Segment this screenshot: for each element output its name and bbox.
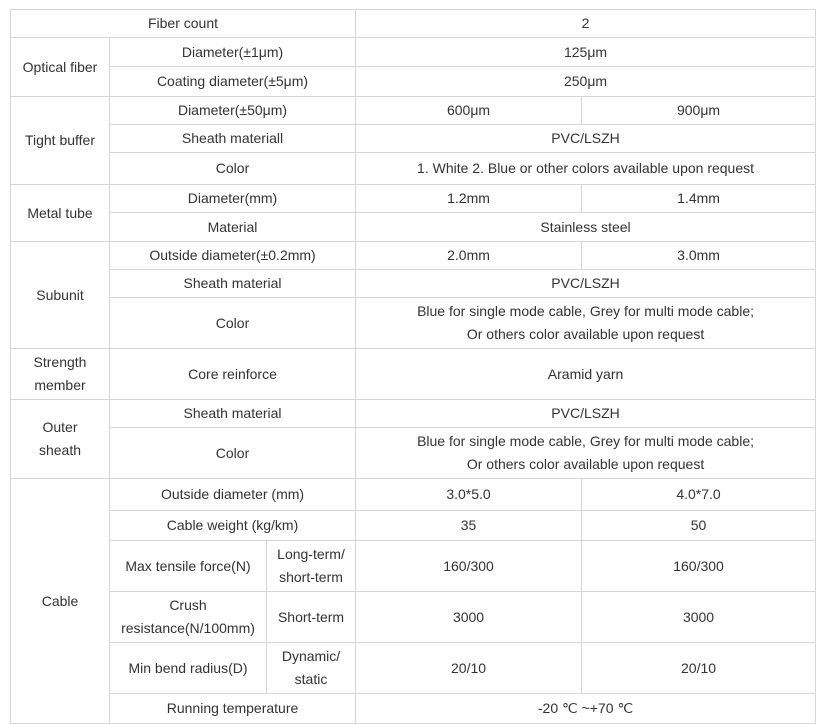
outer-sheath-line-2: sheath	[38, 442, 82, 458]
tight-buffer-sheath-label: Sheath materiall	[110, 125, 356, 153]
bend-radius-value-1: 20/10	[356, 643, 582, 694]
row-strength-member	[11, 349, 816, 400]
bend-radius-label: Min bend radius(D)	[110, 643, 267, 694]
tight-buffer-diameter-value-1: 600μm	[356, 97, 582, 125]
tight-buffer-color-label: Color	[110, 153, 356, 185]
row-subunit-color	[11, 298, 816, 349]
optical-fiber-coating-label: Coating diameter(±5μm)	[110, 67, 356, 97]
bend-radius-term	[267, 643, 356, 694]
row-outer-sheath-material	[11, 400, 816, 428]
row-tight-buffer-diameter	[11, 97, 816, 125]
crush-resistance-value-1: 3000	[356, 592, 582, 643]
subunit-sheath-value: PVC/LSZH	[356, 270, 816, 298]
optical-fiber-group-label: Optical fiber	[11, 38, 110, 97]
row-tight-buffer-color	[11, 153, 816, 185]
subunit-sheath-label: Sheath material	[110, 270, 356, 298]
optical-fiber-diameter-value: 125μm	[356, 38, 816, 67]
subunit-color-line-2: Or others color available upon request	[466, 326, 705, 342]
metal-tube-diameter-label: Diameter(mm)	[110, 185, 356, 213]
subunit-color-line-1: Blue for single mode cable, Grey for multi mode cable;	[417, 303, 754, 319]
tensile-force-value-1: 160/300	[356, 541, 582, 592]
crush-resistance-value-2: 3000	[582, 592, 816, 643]
tight-buffer-diameter-value-2: 900μm	[582, 97, 816, 125]
tensile-force-label: Max tensile force(N)	[110, 541, 267, 592]
row-cable-bend	[11, 643, 816, 694]
row-metal-tube-diameter	[11, 185, 816, 213]
row-subunit-diameter	[11, 242, 816, 270]
metal-tube-material-label: Material	[110, 213, 356, 242]
core-reinforce-value: Aramid yarn	[356, 349, 816, 400]
subunit-diameter-value-1: 2.0mm	[356, 242, 582, 270]
crush-resistance-term: Short-term	[267, 592, 356, 643]
row-metal-tube-material	[11, 213, 816, 242]
optical-fiber-coating-value: 250μm	[356, 67, 816, 97]
subunit-color-label: Color	[110, 298, 356, 349]
row-subunit-sheath	[11, 270, 816, 298]
outer-sheath-material-value: PVC/LSZH	[356, 400, 816, 428]
bend-term-line-1: Dynamic/	[281, 648, 341, 664]
subunit-group-label: Subunit	[11, 242, 110, 349]
metal-tube-diameter-value-2: 1.4mm	[582, 185, 816, 213]
crush-resistance-label	[110, 592, 267, 643]
row-cable-tensile	[11, 541, 816, 592]
outer-sheath-material-label: Sheath material	[110, 400, 356, 428]
tensile-force-value-2: 160/300	[582, 541, 816, 592]
bend-term-line-2: static	[294, 671, 328, 687]
optical-fiber-diameter-label: Diameter(±1μm)	[110, 38, 356, 67]
cable-outside-diameter-value-2: 4.0*7.0	[582, 479, 816, 511]
metal-tube-material-value: Stainless steel	[356, 213, 816, 242]
row-fiber-count	[11, 10, 816, 38]
subunit-diameter-value-2: 3.0mm	[582, 242, 816, 270]
tensile-term-line-2: short-term	[279, 569, 343, 585]
cable-weight-value-2: 50	[582, 511, 816, 541]
metal-tube-diameter-value-1: 1.2mm	[356, 185, 582, 213]
crush-label-line-1: Crush	[169, 597, 207, 613]
metal-tube-group-label: Metal tube	[11, 185, 110, 242]
tight-buffer-diameter-label: Diameter(±50μm)	[110, 97, 356, 125]
outer-sheath-line-1: Outer	[42, 419, 78, 435]
row-cable-outside-diameter	[11, 479, 816, 511]
strength-member-line-1: Strength	[33, 354, 87, 370]
bend-radius-value-2: 20/10	[582, 643, 816, 694]
cable-outside-diameter-label: Outside diameter (mm)	[110, 479, 356, 511]
strength-member-line-2: member	[34, 377, 86, 393]
subunit-color-value	[356, 298, 816, 349]
core-reinforce-label: Core reinforce	[110, 349, 356, 400]
row-cable-weight	[11, 511, 816, 541]
row-outer-sheath-color	[11, 428, 816, 479]
running-temperature-value: -20 ℃ ~+70 ℃	[356, 694, 816, 724]
outer-sheath-group-label	[11, 400, 110, 479]
tight-buffer-group-label: Tight buffer	[11, 97, 110, 185]
tensile-force-term	[267, 541, 356, 592]
tight-buffer-color-value: 1. White 2. Blue or other colors available upon request	[356, 153, 816, 185]
running-temperature-label: Running temperature	[110, 694, 356, 724]
outer-sheath-color-line-2: Or others color available upon request	[466, 456, 705, 472]
row-tight-buffer-sheath	[11, 125, 816, 153]
cable-weight-value-1: 35	[356, 511, 582, 541]
row-cable-crush	[11, 592, 816, 643]
cable-outside-diameter-value-1: 3.0*5.0	[356, 479, 582, 511]
cable-spec-table	[10, 9, 816, 724]
row-optical-fiber-diameter	[11, 38, 816, 67]
crush-label-line-2: resistance(N/100mm)	[121, 620, 255, 636]
fiber-count-label: Fiber count	[11, 10, 356, 38]
strength-member-group-label	[11, 349, 110, 400]
row-cable-temperature	[11, 694, 816, 724]
fiber-count-value: 2	[356, 10, 816, 38]
cable-group-label: Cable	[11, 479, 110, 724]
tight-buffer-sheath-value: PVC/LSZH	[356, 125, 816, 153]
outer-sheath-color-value	[356, 428, 816, 479]
subunit-diameter-label: Outside diameter(±0.2mm)	[110, 242, 356, 270]
outer-sheath-color-line-1: Blue for single mode cable, Grey for multi mode cable;	[417, 433, 754, 449]
outer-sheath-color-label: Color	[110, 428, 356, 479]
tensile-term-line-1: Long-term/	[277, 546, 345, 562]
cable-weight-label: Cable weight (kg/km)	[110, 511, 356, 541]
row-optical-fiber-coating	[11, 67, 816, 97]
